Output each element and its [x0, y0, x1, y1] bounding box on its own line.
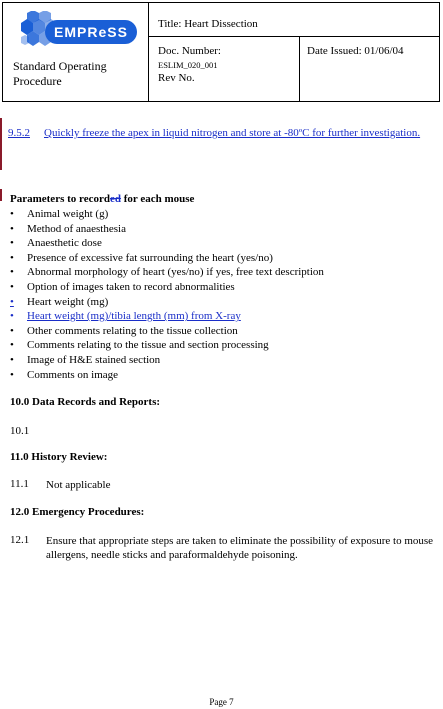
bullet-icon: • — [10, 266, 14, 279]
bullet-icon: • — [10, 368, 14, 381]
doc-number-value: ESLIM_020_001 — [158, 60, 218, 70]
header-table — [2, 2, 440, 102]
date-issued: Date Issued: 01/06/04 — [307, 45, 404, 57]
parameters-list — [10, 207, 430, 382]
section-10-title: 10.0 Data Records and Reports: — [10, 396, 161, 408]
logo-text: EMPReSS — [54, 24, 128, 40]
list-item-inserted[interactable]: • Heart weight (mg)/tibia length (mm) from X-ray — [10, 310, 241, 323]
section-text[interactable]: Quickly freeze the apex in liquid nitrogen and store at -80ºC for further investigation. — [44, 127, 421, 139]
section-12-1-number: 12.1 — [10, 534, 30, 546]
deleted-text: ed — [109, 193, 121, 205]
section-11-1-number: 11.1 — [10, 478, 29, 490]
section-number: 9.5.2 — [8, 127, 30, 139]
sop-label: Standard Operating Procedure — [13, 59, 107, 88]
section-11-title: 11.0 History Review: — [10, 451, 108, 463]
bullet-icon: • — [10, 237, 14, 250]
list-item: • Option of images taken to record abnormalities — [10, 280, 235, 293]
doc-number-label: Doc. Number: — [158, 45, 221, 57]
list-item: • Abnormal morphology of heart (yes/no) if yes, free text description — [10, 266, 324, 279]
section-11-1-text: Not applicable — [46, 479, 111, 491]
bullet-icon: • — [10, 353, 14, 366]
rev-label: Rev No. — [158, 72, 195, 84]
bullet-icon: • — [10, 324, 14, 337]
header-divider — [148, 36, 439, 37]
bullet-icon: • — [10, 280, 14, 293]
section-10-1-number: 10.1 — [10, 425, 30, 437]
bullet-icon: • — [10, 295, 14, 308]
revision-bar — [0, 189, 2, 201]
list-item: • Presence of excessive fat surrounding the heart (yes/no) — [10, 251, 273, 264]
list-item: • Animal weight (g) — [10, 208, 109, 220]
section-12-1-text: Ensure that appropriate steps are taken to eliminate the possibility of exposure to mouse allergens, needle sticks and paraformaldehyde poisoning. — [46, 535, 434, 561]
parameters-title: Parameters to recorded for each mouse — [10, 193, 195, 205]
bullet-icon: • — [10, 208, 14, 220]
bullet-icon: • — [10, 339, 14, 352]
header-divider — [299, 36, 300, 101]
list-item: • Image of H&E stained section — [10, 353, 161, 366]
list-item: • Comments on image — [10, 368, 119, 381]
header-divider — [148, 3, 149, 101]
list-item-inserted[interactable]: • Heart weight (mg) — [10, 295, 109, 308]
list-item: • Other comments relating to the tissue collection — [10, 324, 238, 337]
bullet-icon: • — [10, 251, 14, 264]
revision-bar — [0, 118, 2, 170]
section-12-title: 12.0 Emergency Procedures: — [10, 506, 145, 518]
list-item: • Method of anaesthesia — [10, 222, 126, 235]
doc-title: Title: Heart Dissection — [158, 18, 258, 30]
page-number: Page 7 — [209, 697, 234, 707]
list-item: • Anaesthetic dose — [10, 237, 102, 250]
list-item: • Comments relating to the tissue and section processing — [10, 339, 269, 352]
bullet-icon: • — [10, 222, 14, 235]
empress-logo — [17, 11, 139, 53]
bullet-icon: • — [10, 310, 14, 323]
